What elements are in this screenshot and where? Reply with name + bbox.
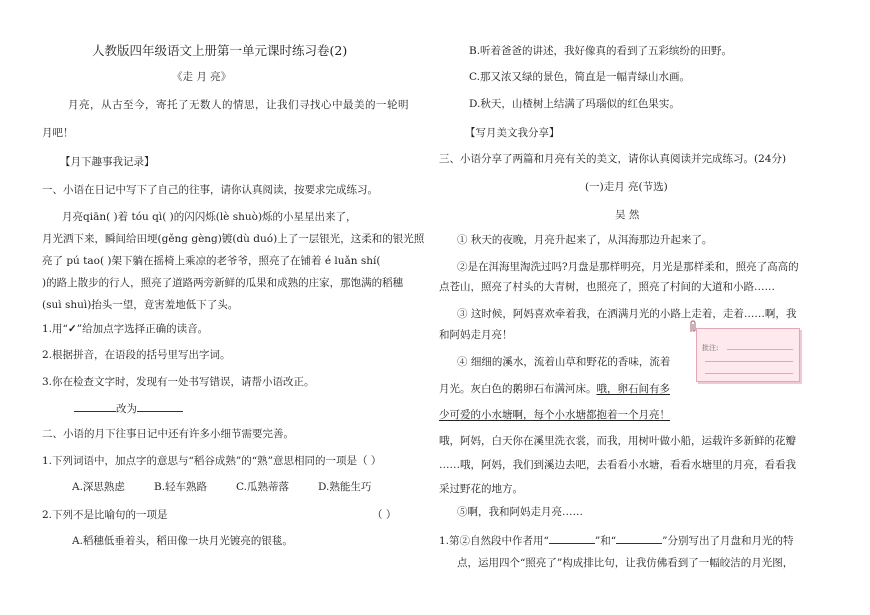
question-2-heading: 二、小语的月下往事日记中还有许多小细节需要完善。 — [42, 428, 294, 440]
checkmark-icon: ✓ — [67, 323, 77, 335]
paragraph-4-line-2 — [439, 382, 670, 396]
q2-1-option-a[interactable]: A.深思熟虑 — [72, 481, 125, 493]
question-1-heading: 一、小语在日记中写下了自己的往事，请你认真阅读，按要求完成练习。 — [42, 184, 378, 196]
question-1-3: 3.你在检查文字时，发现有一处书写错误，请帮小语改正。 — [42, 376, 315, 388]
correct-word-blank[interactable] — [137, 400, 183, 412]
q2-2-option-c[interactable]: C.那又浓又绿的景色，简直是一幅青绿山水画。 — [469, 71, 690, 83]
q3-1-text-pre: 1.第②自然段中作者用“ — [439, 535, 549, 547]
section-heading-diary: 【月下趣事我记录】 — [60, 156, 155, 168]
q2-2-option-a[interactable]: A.稻穗低垂着头，稻田像一块月光镀亮的银毯。 — [72, 535, 293, 547]
paragraph-5-line-3: 采过野花的地方。 — [439, 483, 523, 495]
essay-author: 吴 然 — [615, 209, 640, 221]
annotation-note[interactable] — [696, 328, 800, 382]
q2-2-answer-paren[interactable]: （ ） — [372, 509, 397, 521]
question-1-2: 2.根据拼音，在语段的括号里写出字词。 — [42, 349, 231, 361]
q3-1-blank-2[interactable] — [616, 532, 662, 544]
annotation-label: 批注: — [702, 344, 719, 352]
q2-1-option-b[interactable]: B.轻车熟路 — [154, 481, 208, 493]
passage-line-4: )的路上散步的行人，照亮了道路两旁新鲜的瓜果和成熟的庄家，那饱满的稻穗 — [42, 277, 404, 289]
q1-1-text-pre: 1.用“ — [42, 323, 68, 335]
paragraph-5-line-2: ……哦，阿妈，我们到溪边去吧，去看看小水塘，看看水塘里的月亮，看看我 — [439, 459, 796, 471]
wrong-word-blank[interactable] — [74, 400, 116, 412]
question-3-1-line-2: 点，运用四个“照亮了”构成排比句，让我仿佛看到了一幅皎洁的月光图， — [457, 557, 794, 569]
q2-2-option-d[interactable]: D.秋天，山楂树上结满了玛瑙似的红色果实。 — [469, 98, 680, 110]
lesson-title: 《走 月 亮》 — [172, 71, 232, 83]
q3-1-text-mid: ”和“ — [594, 535, 617, 547]
q2-1-option-c[interactable]: C.瓜熟蒂落 — [236, 481, 289, 493]
paragraph-3-line-2: 和阿妈走月亮！ — [439, 329, 513, 341]
passage-line-3: 亮了 pú tao( )架下躺在摇椅上乘凉的老爷爷，照亮了在铺着 é luǎn shí( — [42, 255, 381, 267]
paragraph-5-line-1: 哦，阿妈，白天你在溪里洗衣裳，而我，用树叶做小船，运载许多新鲜的花瓣 — [439, 435, 796, 447]
note-rule-2 — [705, 361, 793, 362]
q2-2-option-b[interactable]: B.听着爸爸的讲述，我好像真的看到了五彩缤纷的田野。 — [469, 45, 733, 57]
note-rule-1 — [727, 349, 793, 350]
correction-line — [74, 400, 183, 416]
note-rule-3 — [705, 373, 793, 374]
question-3-1-line-1 — [439, 532, 794, 548]
paragraph-3-line-1: ③ 这时候，阿妈喜欢牵着我，在洒满月光的小路上走着，走着……啊，我 — [457, 308, 797, 320]
intro-line-2: 月吧！ — [42, 127, 74, 139]
paragraph-2-line-2: 点苍山，照亮了村头的大青树，也照亮了，照亮了村间的大道和小路…… — [439, 281, 775, 293]
paragraph-4-line-3: 少可爱的小水塘啊，每个小水塘都抱着一个月亮！ — [439, 409, 670, 421]
page-title: 人教版四年级语文上册第一单元课时练习卷(2) — [92, 43, 348, 58]
essay-title: (一)走月 亮(节选) — [585, 181, 668, 193]
question-3-heading: 三、小语分享了两篇和月亮有关的美文，请你认真阅读并完成练习。(24分) — [439, 153, 787, 165]
question-2-1: 1.下列词语中，加点字的意思与“稻谷成熟”的“熟”意思相同的一项是（ ） — [42, 455, 382, 467]
question-2-2: 2.下列不是比喻句的一项是 — [42, 509, 168, 521]
paragraph-2-line-1: ②是在洱海里淘洗过吗?月盘是那样明亮，月光是那样柔和，照亮了高高的 — [457, 261, 799, 273]
paragraph-4-line-1: ④ 细细的溪水，流着山草和野花的香味，流着 — [457, 356, 671, 368]
section-heading-share: 【写月美文我分享】 — [465, 127, 560, 139]
q3-1-text-post: ”分别写出了月盘和月光的特 — [662, 535, 794, 547]
passage-line-5: (suì shuì)抬头一望，竟害羞地低下了头。 — [42, 299, 239, 311]
passage-line-2: 月光洒下来，瞬间给田埂(gěng gèng)镀(dù duó)上了一层银光，这柔和的银光照 — [42, 233, 425, 245]
intro-line-1: 月亮，从古至今，寄托了无数人的情思，让我们寻找心中最美的一轮明 — [68, 99, 409, 111]
q1-1-text-post: ”给加点字选择正确的读音。 — [76, 323, 209, 335]
p4-line-2-text: 月光。灰白色的鹅卵石布满河床。 — [439, 383, 597, 395]
paragraph-1: ① 秋天的夜晚，月亮升起来了，从洱海那边升起来了。 — [457, 234, 713, 246]
q2-1-option-d[interactable]: D.熟能生巧 — [318, 481, 372, 493]
passage-line-1: 月亮qiān( )着 tóu qì( )的闪闪烁(lè shuò)烁的小星星出来了， — [62, 211, 357, 223]
p4-underlined-text: 哦，卵石间有多 — [596, 383, 670, 395]
correction-label: 改为 — [116, 403, 137, 415]
q3-1-blank-1[interactable] — [549, 532, 595, 544]
paragraph-6: ⑤啊，我和阿妈走月亮…… — [457, 506, 583, 518]
question-1-1 — [42, 322, 208, 336]
